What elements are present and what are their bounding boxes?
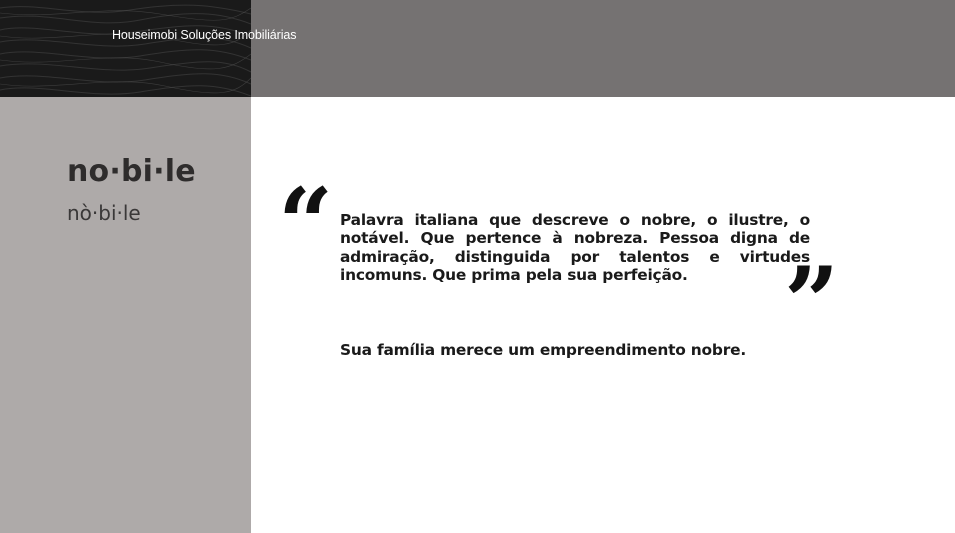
headword: no·bi·le: [67, 154, 196, 189]
close-quote-icon: ”: [784, 246, 840, 359]
brand-title[interactable]: Houseimobi Soluções Imobiliárias: [112, 28, 297, 42]
tagline-text: Sua família merece um empreendimento nobre.: [340, 341, 747, 359]
pronunciation: nò·bi·le: [67, 201, 141, 225]
marble-texture: [0, 0, 251, 97]
definition-text: Palavra italiana que descreve o nobre, o ilustre, o notável. Que pertence à nobreza. Pessoa digna de admiração, distinguida por talentos e virtudes incomuns. Que prima pela sua perfeição.: [340, 211, 810, 285]
open-quote-icon: “: [278, 167, 334, 280]
header-band: [251, 0, 955, 97]
header-texture-image: [0, 0, 251, 97]
